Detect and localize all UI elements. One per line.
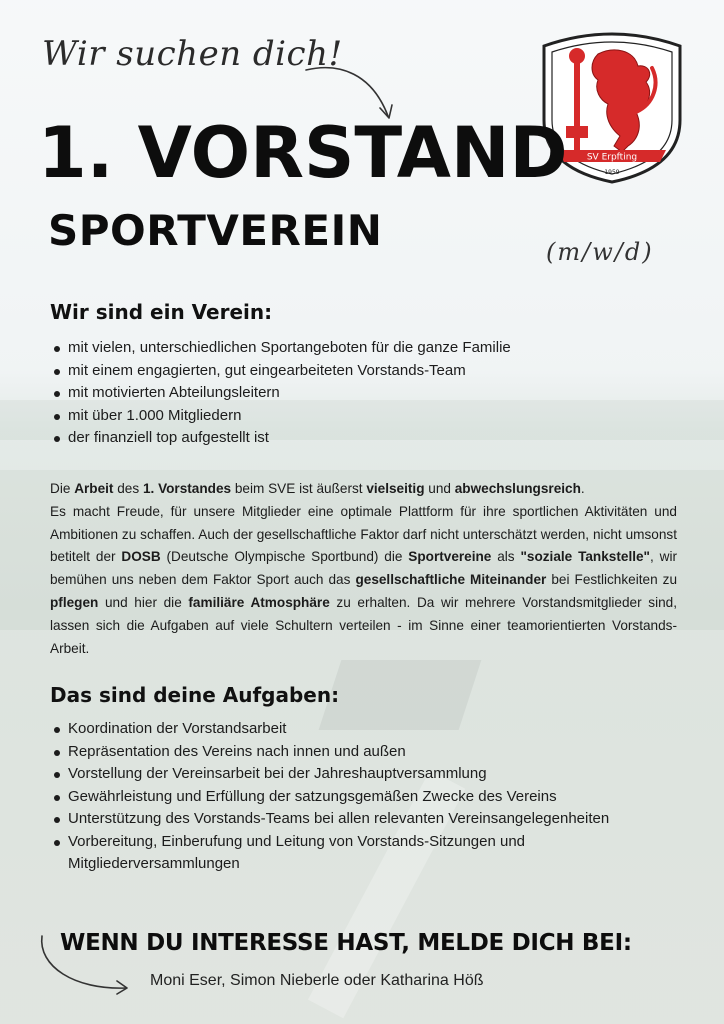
list-item: mit motivierten Abteilungsleitern: [50, 382, 511, 405]
list-item: Gewährleistung und Erfüllung der satzungsgemäßen Zwecke des Vereins: [50, 786, 610, 809]
contact-names: Moni Eser, Simon Nieberle oder Katharina Höß: [150, 972, 484, 989]
list-item: der finanziell top aufgestellt ist: [50, 427, 511, 450]
list-item: mit einem engagierten, gut eingearbeiteten Vorstands-Team: [50, 360, 511, 383]
page-subtitle: SPORTVEREIN: [48, 206, 383, 255]
crest-banner-text: SV Erpfting: [586, 152, 638, 163]
crest-staff-top: [569, 48, 585, 64]
crest-staff-grip: [566, 126, 588, 138]
list-item: Repräsentation des Vereins nach innen und außen: [50, 741, 610, 764]
gender-note: (m/w/d): [546, 238, 654, 266]
list-item: mit vielen, unterschiedlichen Sportangeboten für die ganze Familie: [50, 337, 511, 360]
tasks-heading: Das sind deine Aufgaben:: [50, 683, 340, 707]
list-item: Unterstützung des Vorstands-Teams bei allen relevanten Vereinsangelegenheiten: [50, 808, 610, 831]
contact-heading: WENN DU INTERESSE HAST, MELDE DICH BEI:: [60, 930, 632, 956]
about-list: [50, 337, 511, 450]
list-item: Koordination der Vorstandsarbeit: [50, 718, 610, 741]
curved-arrow-icon: [34, 930, 134, 1000]
crest-year: 1959: [604, 169, 620, 176]
script-headline: Wir suchen dich!: [42, 34, 343, 74]
list-item: Vorstellung der Vereinsarbeit bei der Jahreshauptversammlung: [50, 763, 610, 786]
about-heading: Wir sind ein Verein:: [50, 300, 273, 324]
list-item: Vorbereitung, Einberufung und Leitung von Vorstands-Sitzungen und Mitgliederversammlungen: [50, 831, 610, 876]
tasks-list: [50, 718, 610, 876]
description-paragraph: Die Arbeit des 1. Vorstandes beim SVE ist äußerst vielseitig und abwechslungsreich. Es macht Freude, für unsere Mitglieder eine optimale Plattform für ihre sportlichen Aktivitäten und Ambitionen zu schaffen. Auch der gesellschaftliche Faktor darf nicht unterschätzt werden, nicht umsonst betitelt der DOSB (Deutsche Olympische Sportbund) die Sportvereine als "soziale Tankstelle", wir bemühen uns neben dem Faktor Sport auch das gesellschaftliche Miteinander bei Festlichkeiten zu pflegen und hier die familiäre Atmosphäre zu erhalten. Da wir mehrere Vorstandsmitglieder sind, lassen sich die Aufgaben auf viele Schultern verteilen - im Sinne einer teamorientierten Vorstands-Arbeit.: [50, 481, 678, 656]
page-title: 1. VORSTAND: [38, 112, 568, 194]
list-item: mit über 1.000 Mitgliedern: [50, 405, 511, 428]
